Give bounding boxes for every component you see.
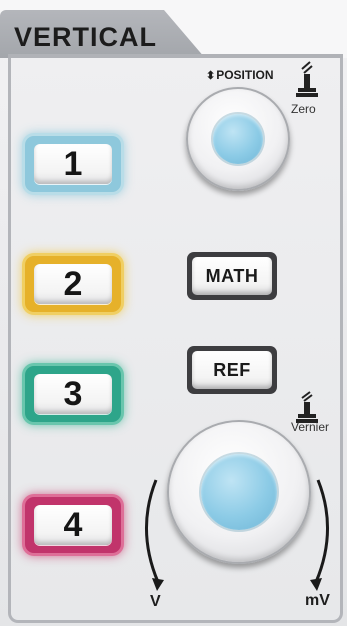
- ref-button-label: REF: [192, 351, 272, 389]
- up-down-arrow-icon: ⬍: [206, 70, 216, 82]
- channel-3-button[interactable]: [25, 366, 121, 422]
- push-knob-icon: [294, 60, 320, 100]
- channel-2-label: 2: [34, 264, 112, 304]
- section-header: [0, 0, 347, 58]
- ref-button[interactable]: [187, 346, 277, 394]
- math-button[interactable]: [187, 252, 277, 300]
- channel-3-label: 3: [34, 374, 112, 414]
- section-divider: [8, 54, 343, 58]
- millivolts-end-label: mV: [305, 592, 330, 609]
- channel-2-button[interactable]: [25, 256, 121, 312]
- scale-knob[interactable]: [167, 420, 311, 564]
- scale-knob-cap: [201, 454, 277, 530]
- position-knob-label: ⬍POSITION: [206, 68, 274, 82]
- math-button-label: MATH: [192, 257, 272, 295]
- channel-1-label: 1: [34, 144, 112, 184]
- push-knob-icon: [294, 390, 320, 424]
- vernier-label: Vernier: [291, 420, 330, 434]
- zero-label: Zero: [291, 102, 316, 116]
- channel-4-label: 4: [34, 505, 112, 545]
- channel-1-button[interactable]: [25, 136, 121, 192]
- position-knob[interactable]: [186, 87, 290, 191]
- channel-4-button[interactable]: [25, 497, 121, 553]
- position-knob-cap: [213, 114, 263, 164]
- volts-end-label: V: [150, 593, 161, 610]
- section-title: VERTICAL: [14, 22, 157, 52]
